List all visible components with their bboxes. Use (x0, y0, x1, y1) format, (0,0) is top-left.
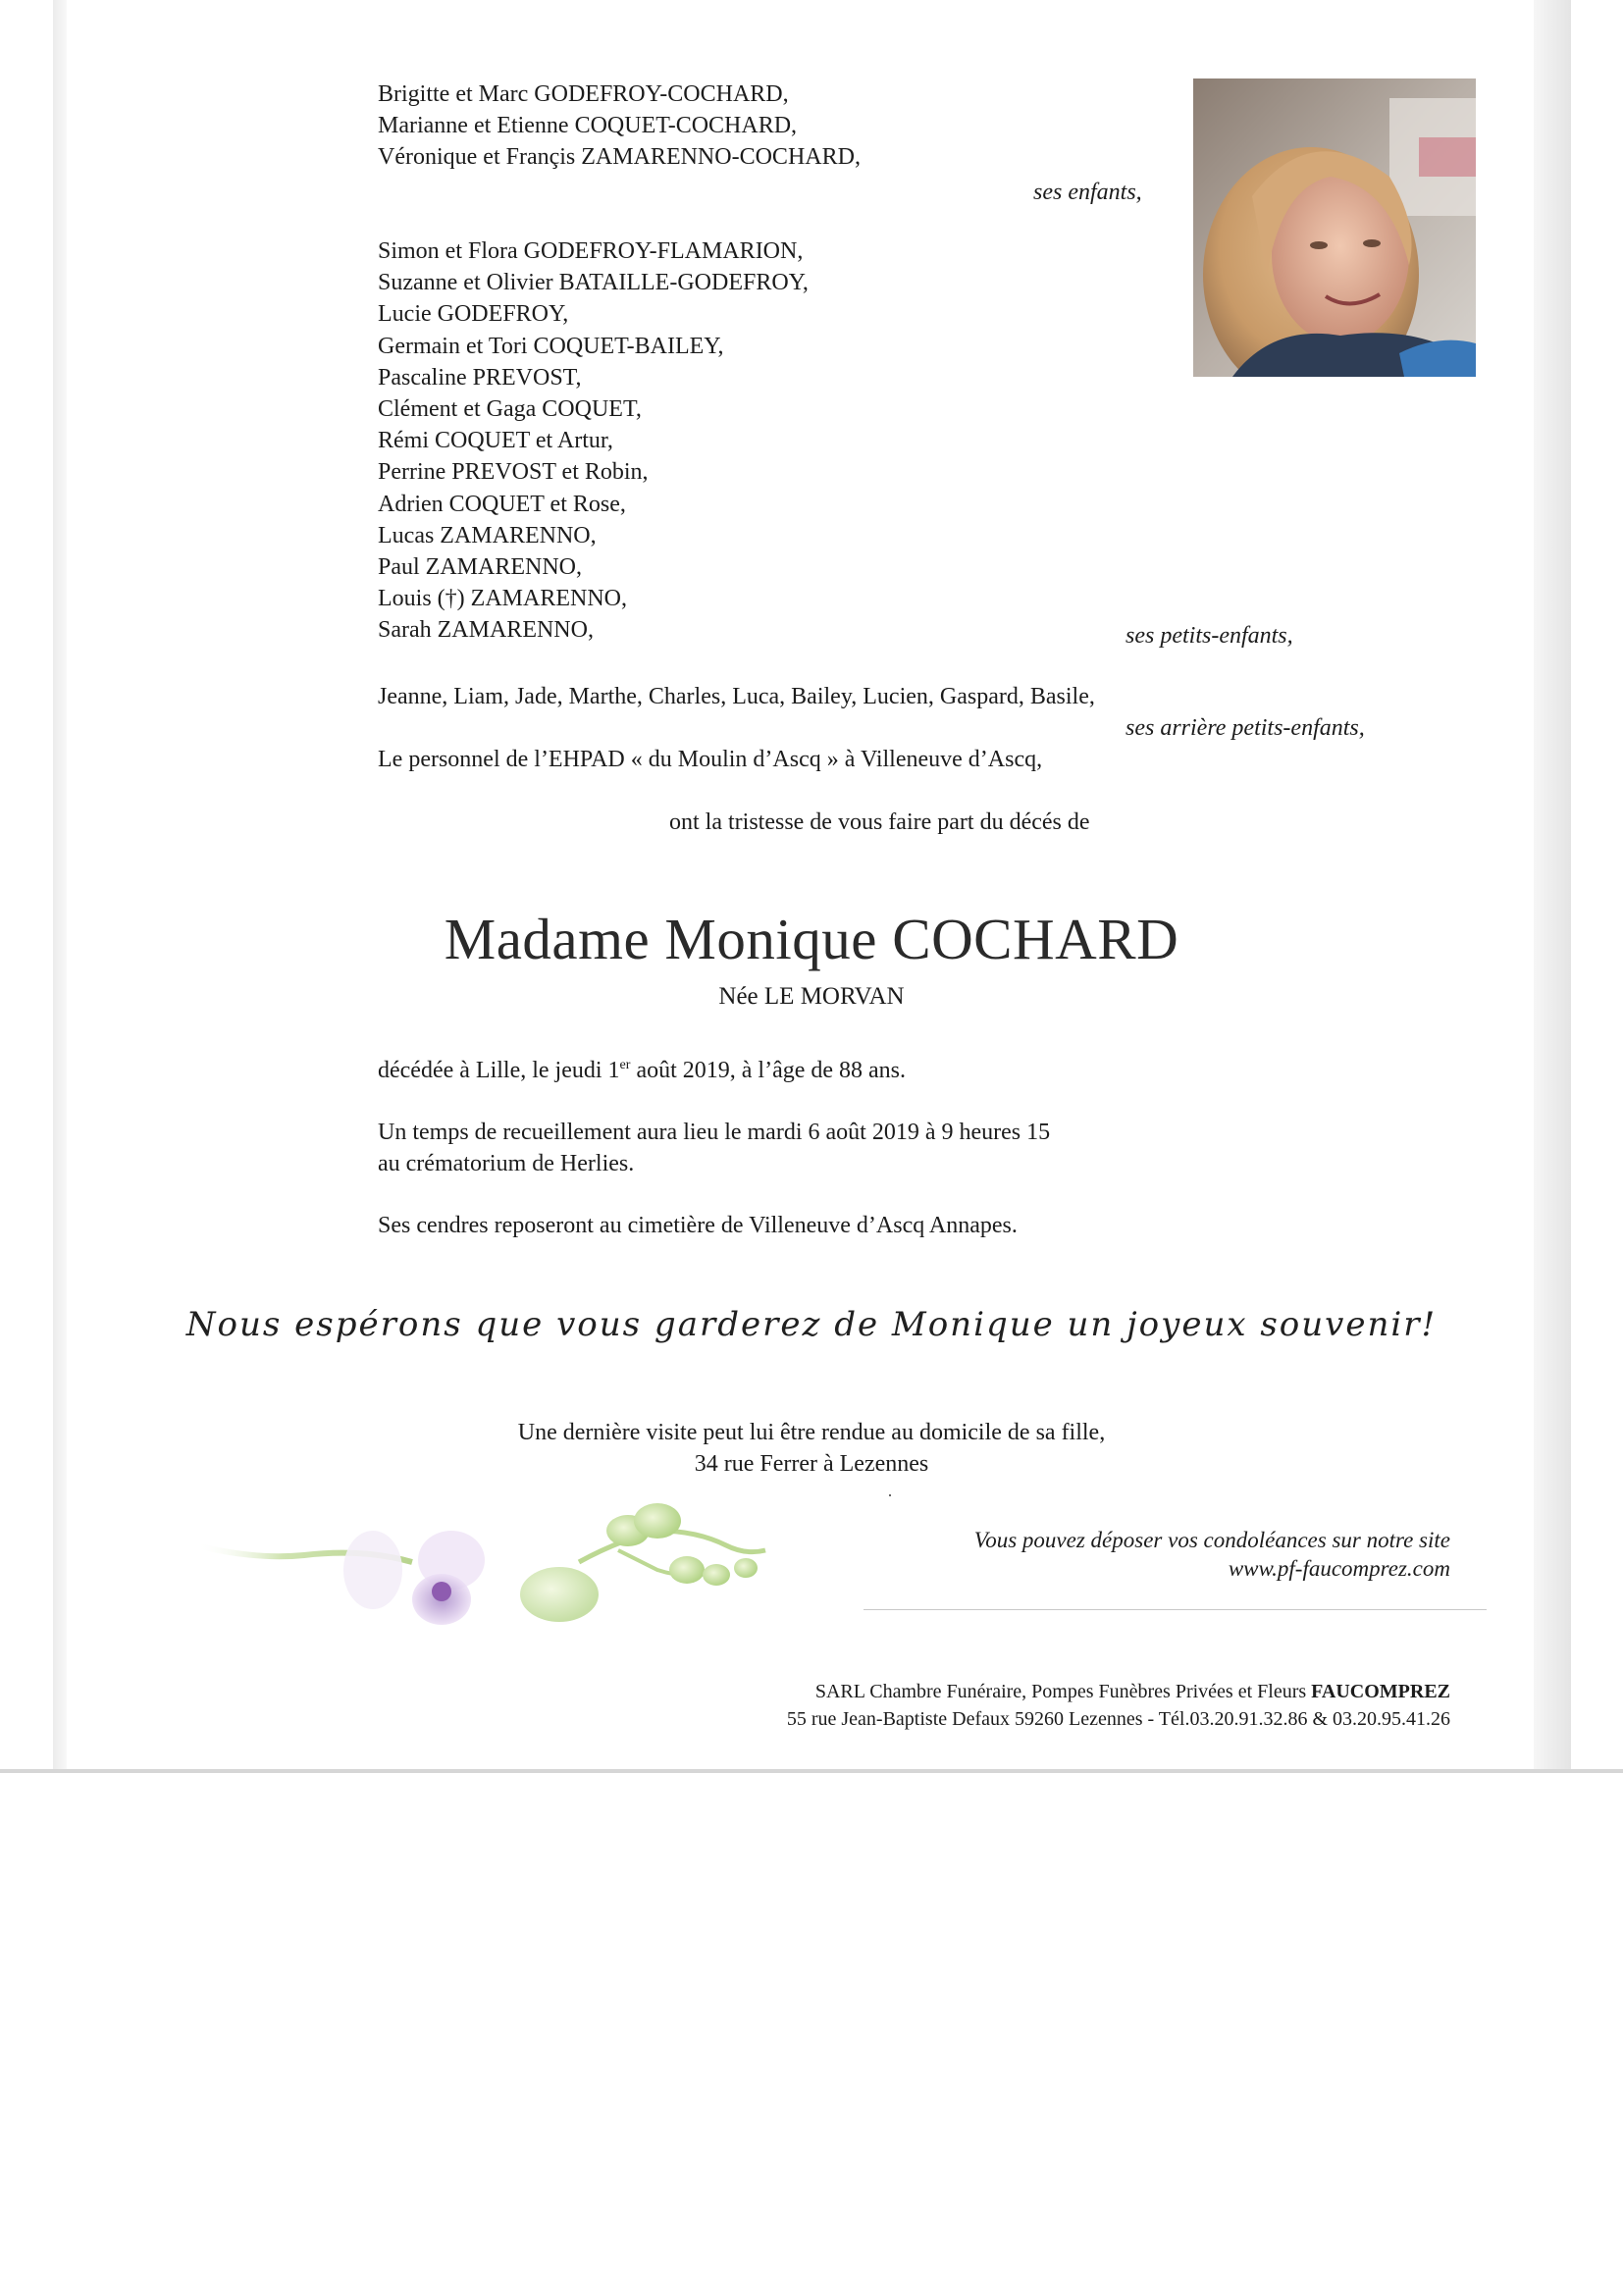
visit-line-2: 34 rue Ferrer à Lezennes (694, 1451, 929, 1477)
portrait-photo (1193, 78, 1476, 377)
death-text-end: août 2019, à l’âge de 88 ans. (630, 1058, 907, 1083)
grandchildren-list (378, 235, 809, 646)
list-item: Paul ZAMARENNO, (378, 553, 582, 580)
company-prefix: SARL Chambre Funéraire, Pompes Funèbres Privées et Fleurs (814, 1681, 1312, 1702)
grandchildren-label: ses petits-enfants, (1126, 623, 1293, 649)
divider (864, 1609, 1487, 1610)
list-item: Clément et Gaga COQUET, (378, 395, 642, 422)
orchid-decoration (196, 1501, 883, 1668)
list-item: Sarah ZAMARENNO, (378, 617, 594, 644)
death-details (378, 1055, 906, 1086)
company-address: 55 rue Jean-Baptiste Defaux 59260 Lezennes - Tél.03.20.91.32.86 & 03.20.95.41.26 (786, 1708, 1450, 1730)
script-message: Nous espérons que vous garderez de Monique un joyeux souvenir! (185, 1305, 1438, 1344)
children-list (378, 78, 861, 174)
condolence-website[interactable]: www.pf-faucomprez.com (1228, 1556, 1450, 1581)
list-item: Lucas ZAMARENNO, (378, 522, 597, 548)
children-label: ses enfants, (1033, 180, 1142, 205)
staff-line: Le personnel de l’EHPAD « du Moulin d’Ascq » à Villeneuve d’Ascq, (378, 747, 1043, 772)
ceremony-line-1: Un temps de recueillement aura lieu le mardi 6 août 2019 à 9 heures 15 (378, 1120, 1051, 1145)
list-item: Véronique et Françis ZAMARENNO-COCHARD, (378, 144, 861, 171)
maiden-name: Née LE MORVAN (718, 983, 905, 1010)
list-item: Louis (†) ZAMARENNO, (378, 586, 627, 612)
death-sup: er (619, 1058, 631, 1072)
list-item: Simon et Flora GODEFROY-FLAMARION, (378, 238, 804, 264)
scan-bottom-edge (0, 1769, 1623, 1773)
list-item: Lucie GODEFROY, (378, 301, 569, 328)
ceremony-line-2: au crématorium de Herlies. (378, 1151, 635, 1176)
list-item: Pascaline PREVOST, (378, 364, 582, 391)
death-text: décédée à Lille, le jeudi 1 (378, 1058, 620, 1083)
announcement: ont la tristesse de vous faire part du décés de (669, 809, 1090, 835)
speck (889, 1494, 891, 1496)
visit-line-1: Une dernière visite peut lui être rendue au domicile de sa fille, (517, 1420, 1106, 1445)
list-item: Brigitte et Marc GODEFROY-COCHARD, (378, 81, 789, 107)
list-item: Marianne et Etienne COQUET-COCHARD, (378, 113, 798, 139)
scan-edge-left (53, 0, 67, 1771)
scan-edge-right (1534, 0, 1571, 1771)
great-grandchildren-label: ses arrière petits-enfants, (1126, 715, 1365, 741)
list-item: Adrien COQUET et Rose, (378, 491, 626, 517)
ashes-line: Ses cendres reposeront au cimetière de Villeneuve d’Ascq Annapes. (378, 1213, 1018, 1238)
great-grandchildren-list: Jeanne, Liam, Jade, Marthe, Charles, Luca, Bailey, Lucien, Gaspard, Basile, (378, 684, 1095, 709)
company-line (815, 1678, 1450, 1705)
list-item: Germain et Tori COQUET-BAILEY, (378, 333, 724, 359)
list-item: Suzanne et Olivier BATAILLE-GODEFROY, (378, 270, 809, 296)
list-item: Perrine PREVOST et Robin, (378, 459, 649, 486)
portrait-image (1193, 78, 1476, 377)
condolence-line-1: Vous pouvez déposer vos condoléances sur notre site (973, 1528, 1450, 1552)
list-item: Rémi COQUET et Artur, (378, 428, 613, 454)
deceased-name: Madame Monique COCHARD (444, 907, 1179, 971)
company-name: FAUCOMPREZ (1311, 1681, 1450, 1702)
